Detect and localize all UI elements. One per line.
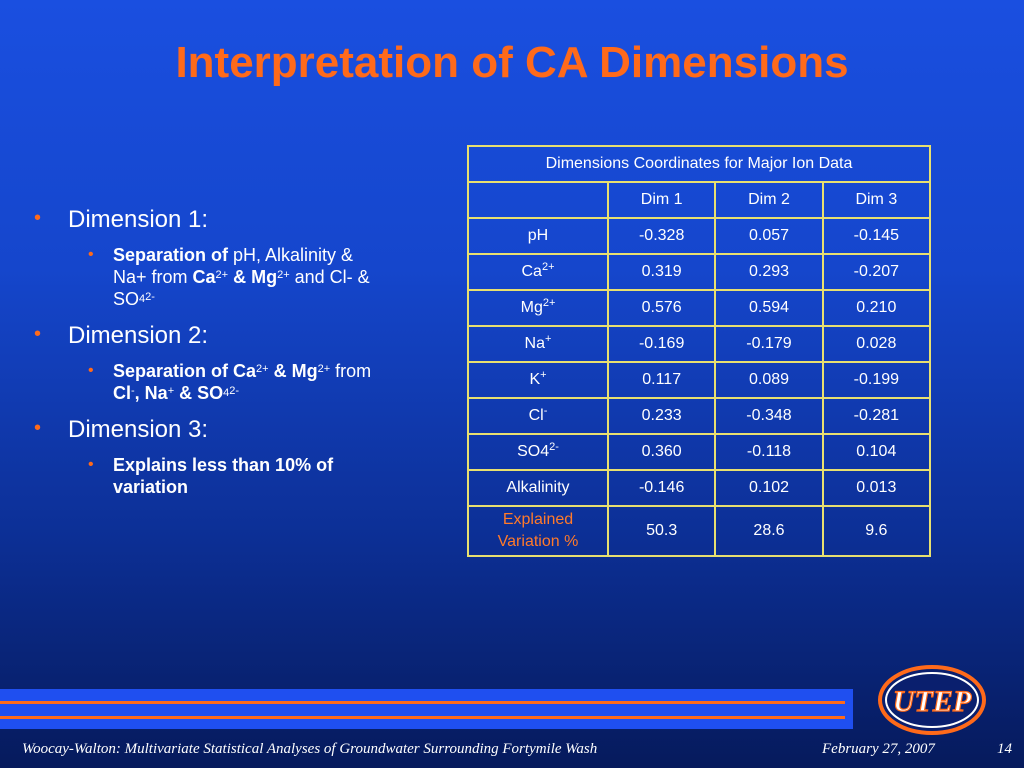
ion-charge: + — [540, 369, 547, 381]
utep-logo — [876, 660, 988, 738]
sub-bullet-dimension-3 — [32, 454, 462, 498]
text-bold: & SO — [174, 383, 224, 403]
footer-stripe — [0, 716, 845, 719]
bullet-heading: Dimension 1: — [68, 206, 209, 233]
bullet-dot: • — [34, 417, 42, 439]
ion-name: Cl — [528, 407, 544, 424]
text-bold: Explains less than 10% of — [113, 455, 334, 475]
footer-bar — [0, 689, 853, 729]
explained-variation-label — [468, 506, 608, 556]
text-bold: variation — [113, 477, 189, 497]
table-cell: 9.6 — [823, 506, 930, 556]
charge: - — [131, 385, 135, 397]
ion-charge: + — [545, 333, 552, 345]
sub-bullet-dot: • — [88, 456, 94, 473]
table-cell: -0.281 — [823, 398, 930, 434]
bullet-dot: • — [34, 207, 42, 229]
ion-name: Na — [524, 335, 545, 352]
table-cell: 0.104 — [823, 434, 930, 470]
row-label — [468, 290, 608, 326]
text-bold: & Mg — [228, 267, 278, 287]
bullet-dimension-3 — [32, 416, 462, 444]
charge: 2+ — [277, 269, 290, 281]
bullet-heading: Dimension 2: — [68, 322, 209, 349]
table-cell: 0.576 — [608, 290, 715, 326]
table-header-cell: Dim 2 — [715, 182, 822, 218]
bullet-heading: Dimension 3: — [68, 416, 209, 443]
text: SO — [113, 289, 140, 309]
text: Na+ from — [113, 267, 193, 287]
bullet-list — [32, 206, 462, 510]
table-cell: 0.594 — [715, 290, 822, 326]
row-label — [468, 362, 608, 398]
sub-bullet-dot: • — [88, 362, 94, 379]
subscript: 4 — [139, 293, 146, 305]
row-label — [468, 470, 608, 506]
charge: 2+ — [256, 363, 269, 375]
row-label — [468, 254, 608, 290]
table-cell: 0.360 — [608, 434, 715, 470]
ion-name: Mg — [520, 299, 543, 316]
table-row — [468, 398, 930, 434]
row-label — [468, 218, 608, 254]
text-bold: Separation of — [113, 245, 229, 265]
text: pH, Alkalinity & — [228, 245, 354, 265]
label-line: Explained — [502, 511, 574, 528]
bullet-dimension-1 — [32, 206, 462, 234]
sub-bullet-dot: • — [88, 246, 94, 263]
ion-name: pH — [527, 227, 549, 244]
table-cell: 0.089 — [715, 362, 822, 398]
table-header-cell: Dim 1 — [608, 182, 715, 218]
table-cell: 0.233 — [608, 398, 715, 434]
bullet-dot: • — [34, 323, 42, 345]
ion-name: Alkalinity — [506, 479, 570, 496]
sub-bullet-dimension-2 — [32, 360, 462, 404]
table-header-row — [468, 182, 930, 218]
charge: 2- — [229, 385, 240, 397]
ion-charge: 2+ — [541, 261, 555, 273]
ion-charge: - — [543, 405, 548, 417]
table-row — [468, 290, 930, 326]
slide-footer — [0, 741, 1024, 763]
text-bold: Separation of Ca — [113, 361, 257, 381]
table-cell: 0.102 — [715, 470, 822, 506]
ion-name: Ca — [521, 263, 542, 280]
footer-date: February 27, 2007 — [822, 741, 935, 757]
text-bold: , Na — [134, 383, 168, 403]
table-cell: -0.145 — [823, 218, 930, 254]
page-number: 14 — [997, 741, 1012, 757]
table-cell: -0.328 — [608, 218, 715, 254]
table-row-explained — [468, 506, 930, 556]
row-label — [468, 398, 608, 434]
table-cell: 0.013 — [823, 470, 930, 506]
table-cell: -0.118 — [715, 434, 822, 470]
table-cell: 0.319 — [608, 254, 715, 290]
table-cell: 50.3 — [608, 506, 715, 556]
table-cell: -0.348 — [715, 398, 822, 434]
ion-coordinates-table — [467, 145, 931, 557]
table-row — [468, 326, 930, 362]
row-label — [468, 434, 608, 470]
slide-title: Interpretation of CA Dimensions — [175, 38, 849, 87]
bullet-dimension-2 — [32, 322, 462, 350]
table-cell: 0.210 — [823, 290, 930, 326]
table-cell: -0.146 — [608, 470, 715, 506]
utep-logo-text: UTEP — [892, 685, 972, 718]
table-row — [468, 470, 930, 506]
table-cell: -0.169 — [608, 326, 715, 362]
table-header-cell — [468, 182, 608, 218]
ion-charge: 2- — [549, 441, 559, 453]
label-line: Variation % — [497, 533, 579, 550]
table-cell: 0.057 — [715, 218, 822, 254]
table-row — [468, 254, 930, 290]
charge: 2+ — [215, 269, 229, 281]
text: from — [330, 361, 372, 381]
table-cell: 0.117 — [608, 362, 715, 398]
footer-stripe — [0, 701, 845, 704]
text-bold: & Mg — [268, 361, 318, 381]
text: and Cl- & — [289, 267, 370, 287]
table-cell: -0.199 — [823, 362, 930, 398]
ion-name: K — [529, 371, 541, 388]
charge: 2+ — [317, 363, 331, 375]
table-row — [468, 362, 930, 398]
sub-bullet-dimension-1 — [32, 244, 462, 310]
text-bold: Ca — [192, 267, 216, 287]
table-row — [468, 218, 930, 254]
ion-name: SO4 — [517, 443, 550, 460]
table-header-cell: Dim 3 — [823, 182, 930, 218]
footer-citation: Woocay-Walton: Multivariate Statistical Analyses of Groundwater Surrounding Fortymile Wash — [22, 741, 598, 757]
table-row — [468, 434, 930, 470]
text-bold: Cl — [113, 383, 131, 403]
charge: 2- — [145, 291, 155, 303]
subscript: 4 — [223, 387, 230, 399]
row-label — [468, 326, 608, 362]
ion-charge: 2+ — [542, 297, 556, 309]
table-cell: -0.179 — [715, 326, 822, 362]
table-caption: Dimensions Coordinates for Major Ion Data — [468, 146, 930, 182]
table-cell: 0.293 — [715, 254, 822, 290]
table-cell: 0.028 — [823, 326, 930, 362]
table-cell: -0.207 — [823, 254, 930, 290]
utep-logo-graphic — [876, 660, 988, 738]
charge: + — [167, 385, 175, 397]
table-cell: 28.6 — [715, 506, 822, 556]
table-caption-row — [468, 146, 930, 182]
